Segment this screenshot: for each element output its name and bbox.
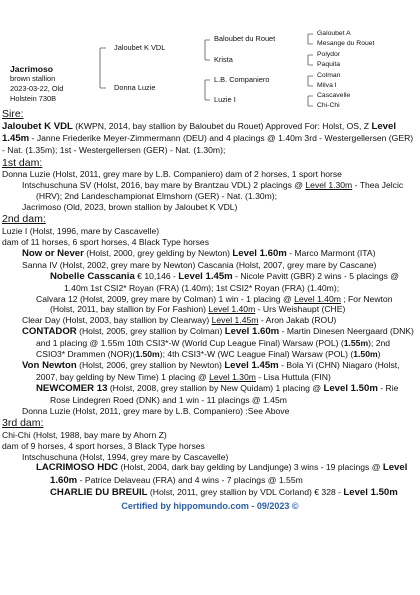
dam3-heading: 3rd dam: [2, 417, 44, 430]
subject-name: Jacrimoso [10, 64, 53, 74]
pedigree-dam-dam[interactable]: Luzie I [214, 95, 236, 104]
offspring-entry: Jacrimoso (Old, 2023, brown stallion by Jaloubet K VDL) [22, 201, 238, 212]
pedigree-dds[interactable]: Cascavelle [317, 92, 351, 99]
subject-block [10, 64, 63, 103]
offspring-entry: CONTADOR (Holst, 2005, grey stallion by Colman) Level 1.60m - Martin Dinesen Neergaard (DNK) and 1 placing @ 1.55m 10th CSI3*-W (World Cup League Final) Warsaw (POL) (1.55m); 2nd CSIO3* Drammen (NOR)(1.50m); 4th CSI3*-W (WC League Final) Warsaw (POL) (1.50m) [22, 326, 414, 359]
level-label: Level 1.45m [2, 120, 396, 144]
dam1-heading: 1st dam: [2, 156, 43, 169]
subject-birth: 2023-03-22, Old [10, 83, 64, 93]
offspring-entry: CHARLIE DU BREUIL (Holst, 2011, grey stallion by VDL Corland) € 328 - Level 1.50m [50, 486, 398, 498]
pedigree-dam[interactable]: Donna Luzie [114, 83, 156, 92]
dam2-line: Luzie I (Holst, 1996, mare by Cascavelle) [2, 226, 160, 237]
pedigree-details [2, 107, 418, 512]
offspring-entry: Von Newton (Holst, 2006, grey stallion by Newton) Level 1.45m - Bola Yi (CHN) Niagaro (Holst, 2007, bay gelding by New Time) 1 placing @ Level 1.30m - Lisa Huttula (FIN) [22, 359, 400, 382]
pedigree-sdd[interactable]: Paquita [317, 61, 341, 68]
offspring-entry: Donna Luzie (Holst, 2011, grey mare by L.B. Companiero) :See Above [22, 405, 290, 416]
pedigree-sss[interactable]: Galoubet A [317, 30, 351, 37]
pedigree-sire[interactable]: Jaloubet K VDL [114, 43, 166, 52]
offspring-entry: Calvara 12 (Holst, 2009, grey mare by Colman) 1 win - 1 placing @ Level 1.40m ; For Newton (Holst, 2011, bay stallion by For Fashion) Level 1.40m - Urs Weishaupt (CHE) [36, 293, 393, 315]
pedigree-ssd[interactable]: Mesange du Rouet [317, 40, 375, 47]
dam1-line: Donna Luzie (Holst, 2011, grey mare by L.B. Companiero) dam of 2 horses, 1 sport horse [2, 169, 342, 180]
certified-footer[interactable]: Certified by hippomundo.com - 09/2023 © [121, 500, 299, 511]
offspring-entry: LACRIMOSO HDC (Holst, 2004, dark bay gelding by Landjunge) 3 wins - 19 placings @ Level 1.60m - Patrice Delaveau (FRA) and 4 wins - 7 placings @ 1.55m [36, 462, 408, 486]
pedigree-ddd[interactable]: Chi-Chi [317, 102, 340, 109]
subject-registry: Holstein 730B [10, 93, 57, 103]
dam2-summary: dam of 11 horses, 6 sport horses, 4 Black Type horses [2, 236, 209, 247]
pedigree-sire-dam[interactable]: Krista [214, 55, 233, 64]
sire-heading: Sire: [2, 108, 24, 120]
offspring-entry: Nobelle Casscania € 10,146 - Level 1.45m - Nicole Pavitt (GBR) 2 wins - 5 placings @ 1.40m 1st CSI2* Royan (FRA) (1.40m); 1st CSI2* Royan (FRA) (1.40m); [50, 270, 400, 293]
offspring-entry: Sanna IV (Holst, 2002, grey mare by Newton) Cascania (Holst, 2007, grey mare by Cascane) [22, 259, 377, 270]
offspring-entry: NEWCOMER 13 (Holst, 2008, grey stallion by New Quidam) 1 placing @ Level 1.50m - Rie Rose Lindegren Roed (DNK) and 1 win - 11 placings @ 1.45m [36, 382, 399, 405]
offspring-entry: Intschuschuna (Holst, 1994, grey mare by Cascavelle) [22, 451, 229, 462]
pedigree-dsd[interactable]: Milva I [317, 82, 337, 89]
offspring-entry: Clear Day (Holst, 2003, bay stallion by Clearway) Level 1.45m - Aron Jakab (ROU) [22, 315, 337, 326]
pedigree-dam-sire[interactable]: L.B. Companiero [214, 75, 270, 84]
pedigree-sire-sire[interactable]: Baloubet du Rouet [214, 34, 276, 43]
level-label: Level 1.30m [305, 180, 353, 190]
offspring-entry: Intschuschuna SV (Holst, 2016, bay mare by Brantzau VDL) 2 placings @ Level 1.30m - Thea Jelcic (HRV); 2nd Landeschampionat Elmshorn (GER) - Nat. (1.30m); [22, 180, 404, 201]
dam2-heading: 2nd dam: [2, 213, 46, 226]
offspring-entry: Now or Never (Holst, 2000, grey gelding by Newton) Level 1.60m - Marco Marmont (ITA) [22, 247, 376, 259]
sire-paragraph: Jaloubet K VDL (KWPN, 2014, bay stallion by Baloubet du Rouet) Approved For: Holst, OS, Z Level 1.45m - Janne Friederike Meyer-Zimmermann (DEU) and 4 placings @ 1.40m 3rd - Westergellersen (GER) - Nat. (1.35m); 1st - Westergellersen (GER) - Nat. (1.30m); [2, 120, 414, 155]
pedigree-dss[interactable]: Colman [317, 72, 341, 79]
pedigree-chart [0, 0, 420, 108]
sire-name: Jaloubet K VDL [2, 120, 73, 132]
subject-color: brown stallion [10, 74, 56, 84]
pedigree-sds[interactable]: Polydor [317, 51, 341, 58]
dam3-line: Chi-Chi (Holst, 1988, bay mare by Ahorn Z) [2, 430, 167, 440]
dam3-summary: dam of 9 horses, 4 sport horses, 3 Black Type horses [2, 440, 205, 451]
